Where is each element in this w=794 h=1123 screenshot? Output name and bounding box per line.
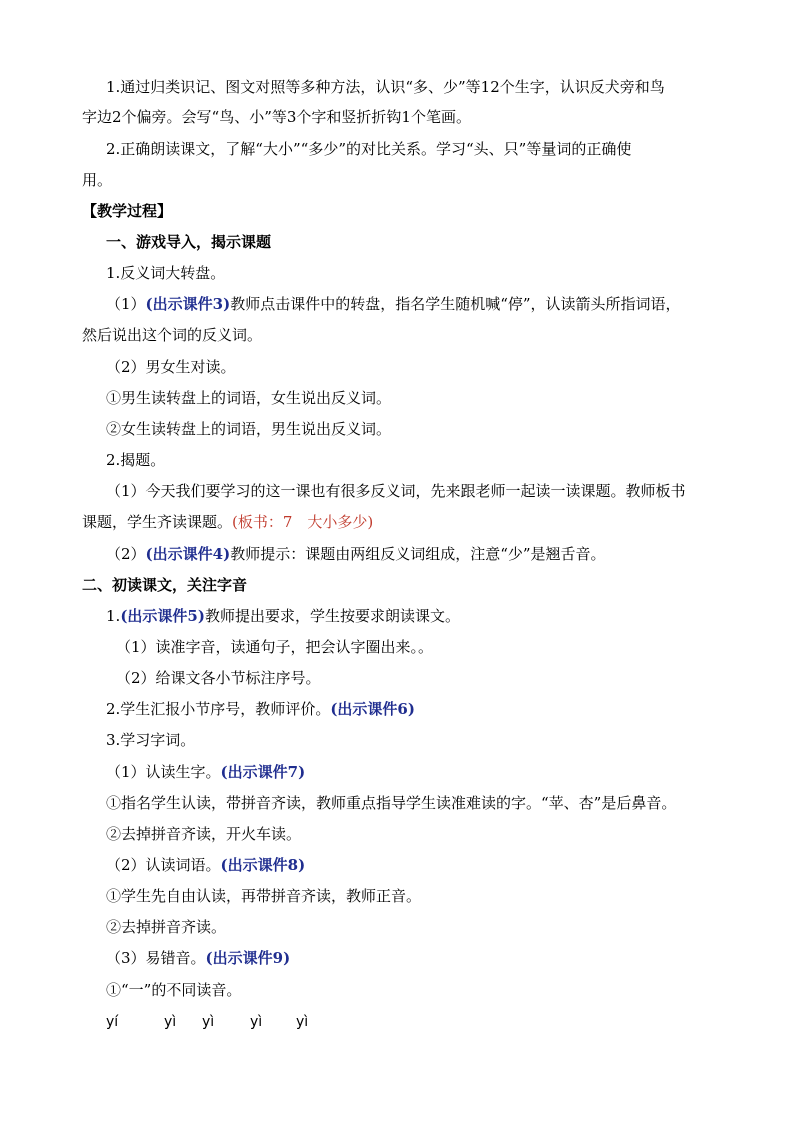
- section2-item2: [106, 699, 415, 719]
- sub-text: （2）认读词语。: [106, 856, 221, 874]
- courseware-tag: (出示课件8): [220, 856, 306, 874]
- section1-sub1: [106, 294, 681, 314]
- objective-line-2: 字边2个偏旁。会写“鸟、小”等3个字和竖折折钩1个笔画。: [82, 108, 471, 126]
- courseware-tag: (出示课件7): [220, 763, 306, 781]
- section1-sub1-cont: 然后说出这个词的反义词。: [82, 326, 263, 344]
- section2-item3-sub2: [106, 855, 305, 875]
- courseware-tag: (出示课件4): [145, 545, 231, 563]
- pinyin-syllable: yí: [106, 1014, 119, 1030]
- sub-prefix: （1）: [106, 295, 146, 313]
- section2-item3-sub1-c1: ①指名学生认读，带拼音齐读，教师重点指导学生读准难读的字。“苹、杏”是后鼻音。: [106, 794, 677, 812]
- process-heading: 【教学过程】: [82, 202, 173, 220]
- board-note: (板书：7 大小多少): [232, 513, 374, 531]
- section2-item3-sub2-c1: ①学生先自由认读，再带拼音齐读，教师正音。: [106, 887, 422, 905]
- sub-text: 教师提示：课题由两组反义词组成，注意“少”是翘舌音。: [230, 545, 606, 563]
- pinyin-syllable: yì: [250, 1014, 263, 1030]
- sub-prefix: （2）: [106, 545, 146, 563]
- section1-sub2: （2）男女生对读。: [106, 358, 236, 376]
- pinyin-syllable: yì: [296, 1014, 309, 1030]
- section2-item1-sub1: （1）读准字音，读通句子，把会认字圈出来。。: [116, 638, 434, 656]
- courseware-tag: (出示课件9): [205, 949, 291, 967]
- sub-text: 教师点击课件中的转盘，指名学生随机喊“停”，认读箭头所指词语，: [230, 295, 681, 313]
- topic-text: 课题，学生齐读课题。: [82, 513, 233, 531]
- item-text: 2.学生汇报小节序号，教师评价。: [106, 700, 331, 718]
- section2-title: 二、初读课文，关注字音: [82, 576, 248, 594]
- section1-topic1-cont: [82, 512, 373, 532]
- section2-item3-sub1: [106, 762, 305, 782]
- section1-topic2: [106, 544, 606, 564]
- section2-item3-sub2-c2: ②去掉拼音齐读。: [106, 918, 227, 936]
- section2-item3-sub1-c2: ②去掉拼音齐读，开火车读。: [106, 825, 302, 843]
- section1-topic1: （1）今天我们要学习的这一课也有很多反义词，先来跟老师一起读一读课题。教师板书: [106, 482, 686, 500]
- section1-item2: 2.揭题。: [106, 451, 166, 469]
- pinyin-syllable: yì: [164, 1014, 177, 1030]
- objective-line-1: 1.通过归类识记、图文对照等多种方法，认识“多、少”等12个生字，认识反犬旁和鸟: [106, 78, 665, 96]
- section1-circle2: ②女生读转盘上的词语，男生说出反义词。: [106, 420, 392, 438]
- section2-item3-sub3: [106, 948, 290, 968]
- item-prefix: 1.: [106, 607, 121, 625]
- section2-item3-sub3-c1: ①“一”的不同读音。: [106, 981, 242, 999]
- pinyin-row: [106, 1012, 326, 1032]
- sub-text: （1）认读生字。: [106, 763, 221, 781]
- courseware-tag: (出示课件5): [120, 607, 205, 625]
- sub-text: （3）易错音。: [106, 949, 206, 967]
- section2-item1: [106, 606, 460, 626]
- section2-item3: 3.学习字词。: [106, 731, 196, 749]
- section1-circle1: ①男生读转盘上的词语，女生说出反义词。: [106, 389, 392, 407]
- objective-line-3: 2.正确朗读课文，了解“大小”“多少”的对比关系。学习“头、只”等量词的正确使: [106, 140, 632, 158]
- section1-item1: 1.反义词大转盘。: [106, 264, 226, 282]
- section1-title: 一、游戏导入，揭示课题: [106, 233, 272, 251]
- section2-item1-sub2: （2）给课文各小节标注序号。: [116, 669, 321, 687]
- courseware-tag: (出示课件6): [330, 700, 415, 718]
- courseware-tag: (出示课件3): [145, 295, 231, 313]
- pinyin-syllable: yì: [202, 1014, 215, 1030]
- item-text: 教师提出要求，学生按要求朗读课文。: [204, 607, 460, 625]
- objective-line-4: 用。: [82, 171, 113, 189]
